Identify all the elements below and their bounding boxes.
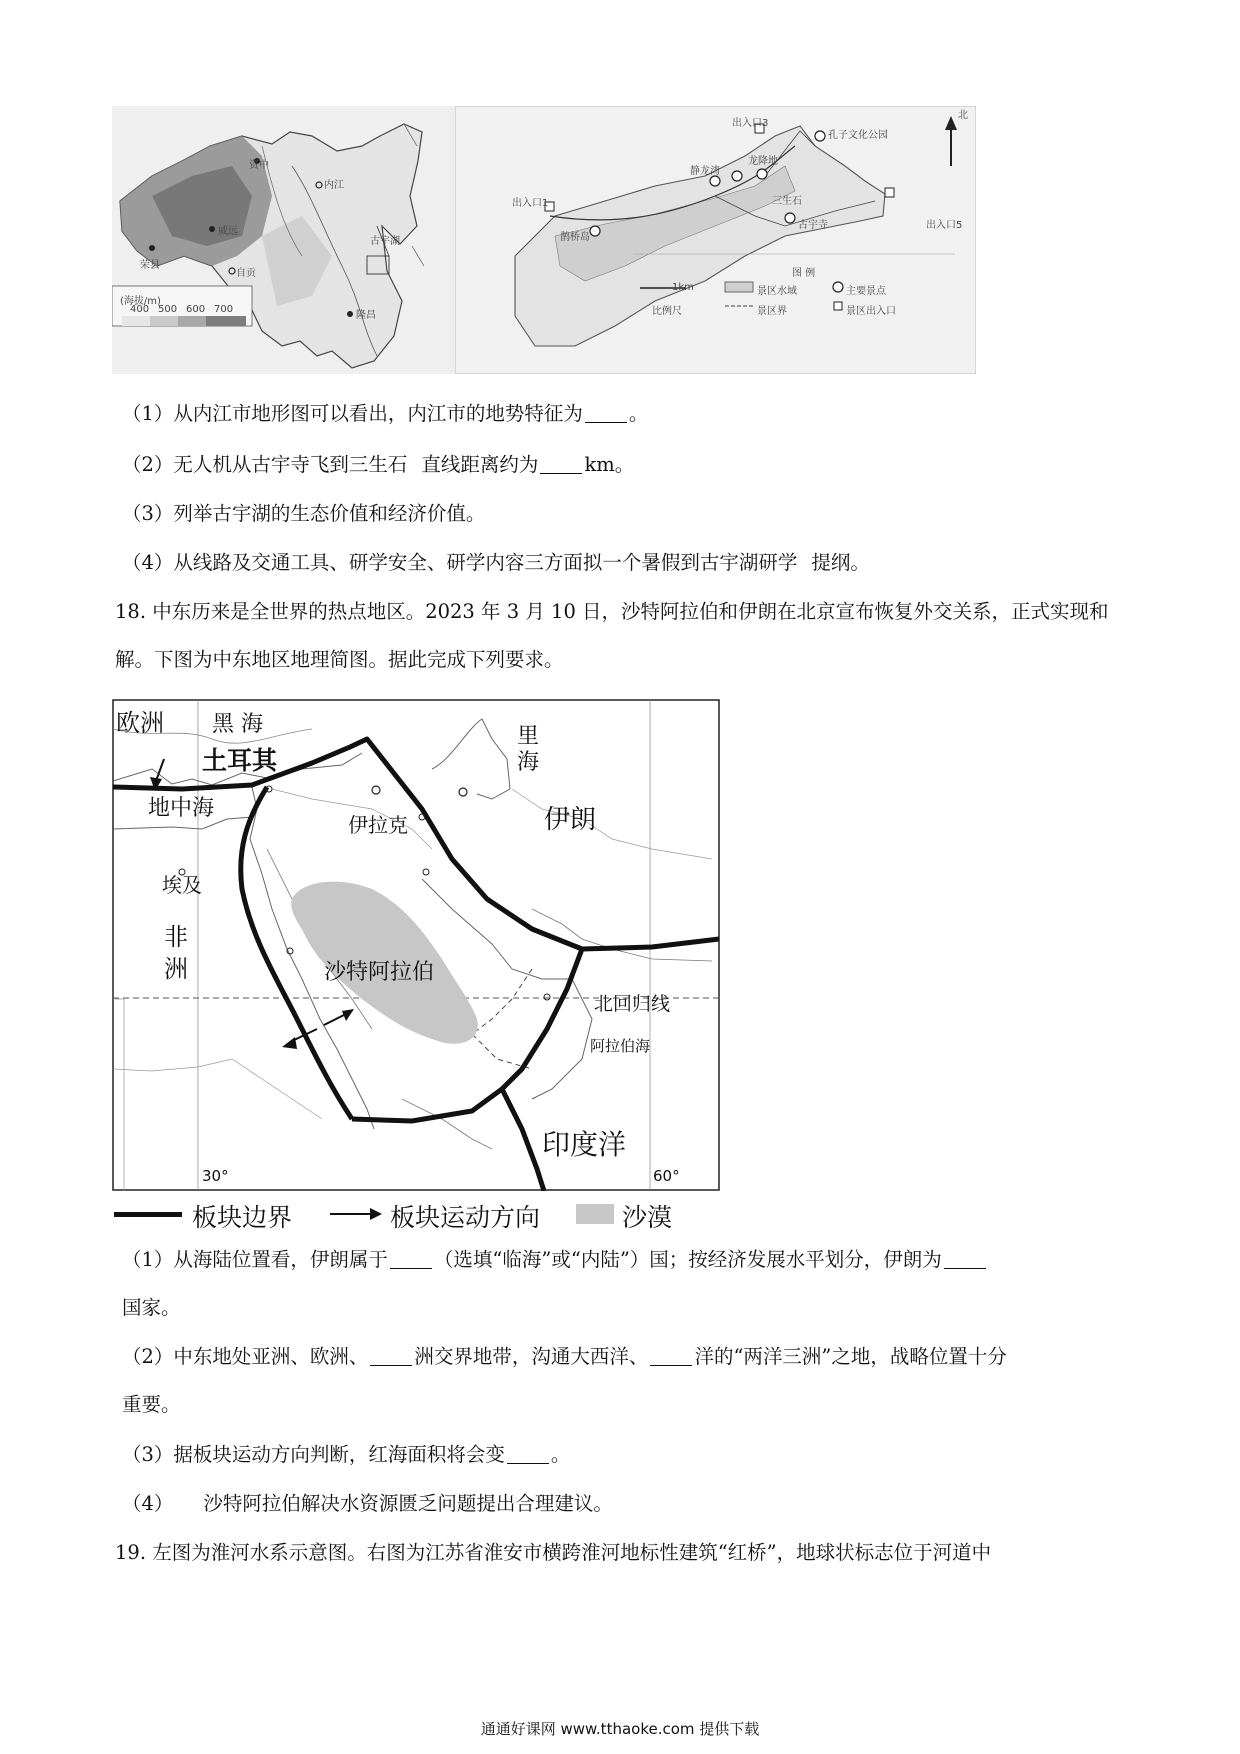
map-label: 内江: [324, 180, 344, 191]
label-iraq: 伊拉克: [348, 813, 408, 837]
map-label: 龙降地: [748, 156, 778, 167]
q18-part3: （3）据板块运动方向判断，红海面积将会变 。: [122, 1443, 571, 1466]
map-label: 静龙湾: [690, 166, 720, 177]
label-europe: 欧洲: [116, 709, 164, 737]
q17-part4: （4）从线路及交通工具、研学安全、研学内容三方面拟一个暑假到古宇湖研学 提纲。: [122, 551, 870, 574]
middle-east-map: [112, 699, 720, 1191]
q17-part3: （3）列举古宇湖的生态价值和经济价值。: [122, 502, 486, 525]
answer-blank[interactable]: [650, 1345, 692, 1366]
arrow-icon: [330, 1206, 382, 1222]
answer-blank[interactable]: [944, 1248, 986, 1269]
q18-part2-cont: 重要。: [122, 1393, 181, 1416]
legend-value: 400: [130, 304, 150, 315]
north-label: 北: [958, 110, 968, 121]
legend-header: 图 例: [792, 268, 816, 279]
legend-value: 500: [158, 304, 178, 315]
map-label: 古宇寺: [798, 220, 828, 231]
scale-label: 1km: [672, 282, 694, 293]
page-footer: 通通好课网 www.tthaoke.com 提供下载: [480, 1720, 760, 1738]
label-lon-60: 60°: [653, 1167, 680, 1185]
label-egypt: 埃及: [162, 873, 202, 897]
q19-stem: 19. 左图为淮河水系示意图。右图为江苏省淮安市横跨淮河地标性建筑“红桥”，地球状标志位于河道中: [115, 1541, 992, 1564]
label-indian-ocean: 印度洋: [542, 1128, 627, 1161]
map-label: 自贡: [236, 268, 256, 279]
map-label: 出入口1: [512, 198, 549, 209]
legend-plate-boundary: 板块边界: [192, 1203, 293, 1232]
map-label: 孔子文化公园: [828, 130, 888, 141]
label-arabian-sea: 阿拉伯海: [590, 1037, 651, 1055]
label-iran: 伊朗: [544, 805, 597, 835]
label-caspian-2: 海: [517, 750, 540, 775]
legend-item: 景区水域: [757, 286, 797, 297]
label-mediterranean: 地中海: [148, 796, 215, 821]
label-black-sea: 黑 海: [212, 712, 263, 737]
figure-neijiang-maps: [112, 106, 976, 374]
legend-item: 景区出入口: [846, 306, 896, 317]
label-africa-1: 非: [164, 923, 188, 951]
label-caspian-1: 里: [517, 724, 540, 749]
label-turkey: 土耳其: [202, 746, 278, 775]
q18-stem: 18. 中东历来是全世界的热点地区。2023 年 3 月 10 日，沙特阿拉伯和伊朗在北京宣布恢复外交关系，正式实现和解。下图为中东地区地理简图。据此完成下列要求。: [115, 600, 1109, 671]
legend-desert: 沙漠: [622, 1203, 673, 1232]
desert-swatch: [576, 1204, 614, 1224]
map-label: 出入口3: [732, 118, 769, 129]
q17-part1: （1）从内江市地形图可以看出，内江市的地势特征为 。: [122, 402, 649, 425]
neijiang-terrain-map: [112, 106, 452, 374]
map-label: 三生石: [772, 196, 802, 207]
legend-plate-motion: 板块运动方向: [390, 1203, 541, 1232]
label-saudi-arabia: 沙特阿拉伯: [324, 960, 435, 985]
q18-part1-cont: 国家。: [122, 1296, 181, 1319]
label-lon-30: 30°: [202, 1167, 229, 1185]
legend-item: 主要景点: [846, 286, 886, 297]
legend-item: 景区界: [757, 306, 787, 317]
map-label: 荣县: [140, 260, 160, 271]
map-label: 出入口5: [926, 220, 963, 231]
answer-blank[interactable]: [540, 453, 582, 474]
map-label: 威远: [218, 226, 238, 237]
label-tropic: 北回归线: [594, 993, 671, 1015]
plate-boundary-swatch: [114, 1212, 182, 1217]
guyu-lake-map: [455, 106, 976, 374]
label-africa-2: 洲: [164, 955, 188, 983]
q17-part2: （2）无人机从古宇寺飞到三生石 直线距离约为 km。: [122, 453, 635, 476]
map-label: 古宇湖: [370, 236, 400, 247]
q18-part4: （4） 沙特阿拉伯解决水资源匮乏问题提出合理建议。: [122, 1492, 613, 1515]
map-label: 资中: [249, 160, 269, 171]
map-label: 隆昌: [356, 310, 376, 321]
answer-blank[interactable]: [370, 1345, 412, 1366]
answer-blank[interactable]: [507, 1443, 549, 1464]
map-legend: [114, 1196, 714, 1232]
answer-blank[interactable]: [390, 1248, 432, 1269]
map-label: 鹊桥岛: [560, 232, 590, 243]
q18-part1: （1）从海陆位置看，伊朗属于 （选填“临海”或“内陆”）国；按经济发展水平划分，伊朗为: [122, 1246, 988, 1274]
scale-caption: 比例尺: [652, 306, 682, 317]
answer-blank[interactable]: [585, 402, 627, 423]
legend-value: 600: [186, 304, 206, 315]
legend-title: (海拔/m): [120, 296, 161, 307]
legend-value: 700: [214, 304, 234, 315]
q18-part2: （2）中东地处亚洲、欧洲、 洲交界地带，沟通大西洋、 洋的“两洋三洲”之地，战略位置十分: [122, 1345, 1007, 1368]
